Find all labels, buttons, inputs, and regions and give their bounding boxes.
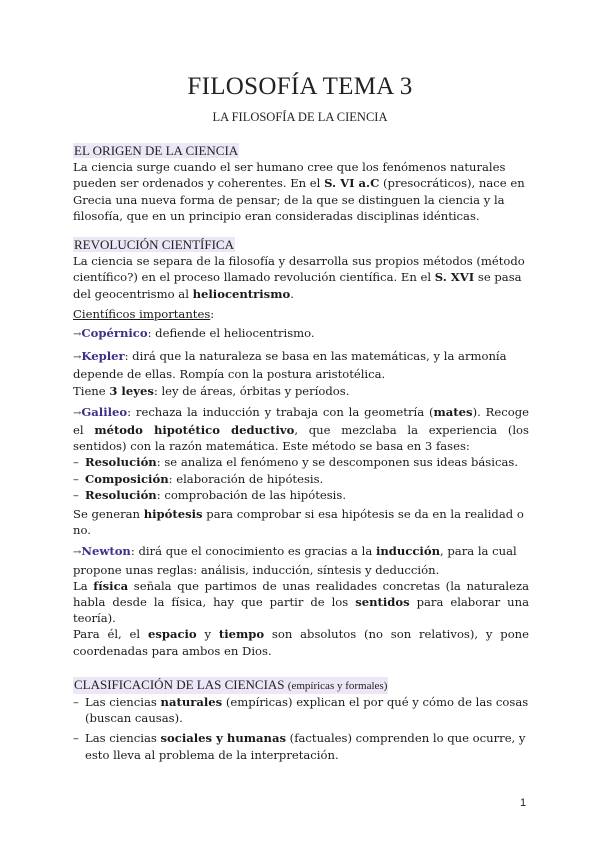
newton-line: →Newton: dirá que el conocimiento es gracias a la inducción, para la cual propone unas reglas: análisis, inducción, síntesis y deducción. xyxy=(73,544,517,577)
section-clasificacion xyxy=(73,677,529,694)
espacio-line: Para él, el espacio y tiempo son absolutos (no son relativos), y pone coordenadas para ambos en Dios. xyxy=(73,627,530,658)
page-title: FILOSOFÍA TEMA 3 xyxy=(187,73,413,100)
section-revolucion xyxy=(73,237,529,253)
paragraph-origen: La ciencia surge cuando el ser humano cree que los fenómenos naturales pueden ser ordenados y coherentes. En el S. VI a.C (presocráticos), nace en Grecia una nueva forma de pensar; de la que se distinguen la ciencia y la filosofía, que en un principio eran consideradas disciplinas idénticas. xyxy=(73,160,525,223)
arrow-icon: → xyxy=(73,407,82,419)
fisica-line: La física señala que partimos de unas realidades concretas (la naturaleza habla desde la física, hay que partir de los sentidos para elaborar una teoría). xyxy=(73,578,529,626)
hipotesis-line: Se generan hipótesis para comprobar si esa hipótesis se da en la realidad o no. xyxy=(73,507,524,538)
list-item: – Las ciencias sociales y humanas (factuales) comprenden lo que ocurre, y esto lleva al problema de la interpretación. xyxy=(73,731,526,762)
kepler-leyes: Tiene 3 leyes: ley de áreas, órbitas y períodos. xyxy=(73,383,350,398)
arrow-icon: → xyxy=(73,329,82,341)
section-heading-revolucion: REVOLUCIÓN CIENTÍFICA xyxy=(74,237,234,253)
list-item: – Las ciencias naturales (empíricas) explican el por qué y cómo de las cosas (buscan causas). xyxy=(73,694,529,726)
paragraph-revolucion: La ciencia se separa de la filosofía y desarrolla sus propios métodos (método científico?) en el proceso llamado revolución científica. En el S. XVI se pasa del geocentrismo al heliocentrismo. xyxy=(73,254,525,301)
fases-list xyxy=(73,454,529,503)
list-item: – Resolución: se analiza el fenómeno y se descomponen sus ideas básicas. xyxy=(73,455,519,470)
kepler-line: →Kepler: dirá que la naturaleza se basa en las matemáticas, y la armonía depende de ellas. Rompía con la postura aristotélica. xyxy=(73,349,507,382)
document-body xyxy=(73,143,529,763)
arrow-icon: → xyxy=(73,547,82,559)
page-subtitle: LA FILOSOFÍA DE LA CIENCIA xyxy=(212,110,388,124)
copernico-line: →Copérnico: defiende el heliocentrismo. xyxy=(73,326,315,341)
section-heading-origen: EL ORIGEN DE LA CIENCIA xyxy=(74,143,239,158)
page-number: 1 xyxy=(520,797,527,809)
section-origen xyxy=(73,143,529,159)
clasificacion-list xyxy=(73,694,529,763)
list-item: – Resolución: comprobación de las hipótesis. xyxy=(73,487,347,502)
list-item: – Composición: elaboración de hipótesis. xyxy=(73,471,324,486)
arrow-icon: → xyxy=(73,352,82,364)
section-heading-clasificacion: CLASIFICACIÓN DE LAS CIENCIAS (empíricas y formales) xyxy=(74,676,388,692)
galileo-line: →Galileo: rechaza la inducción y trabaja con la geometría (mates). Recoge el método hipotético deductivo, que mezclaba la experiencia (los sentidos) con la razón matemática. Este método se basa en 3 fases: xyxy=(73,404,529,454)
cientificos-label: Científicos importantes: xyxy=(73,306,215,321)
